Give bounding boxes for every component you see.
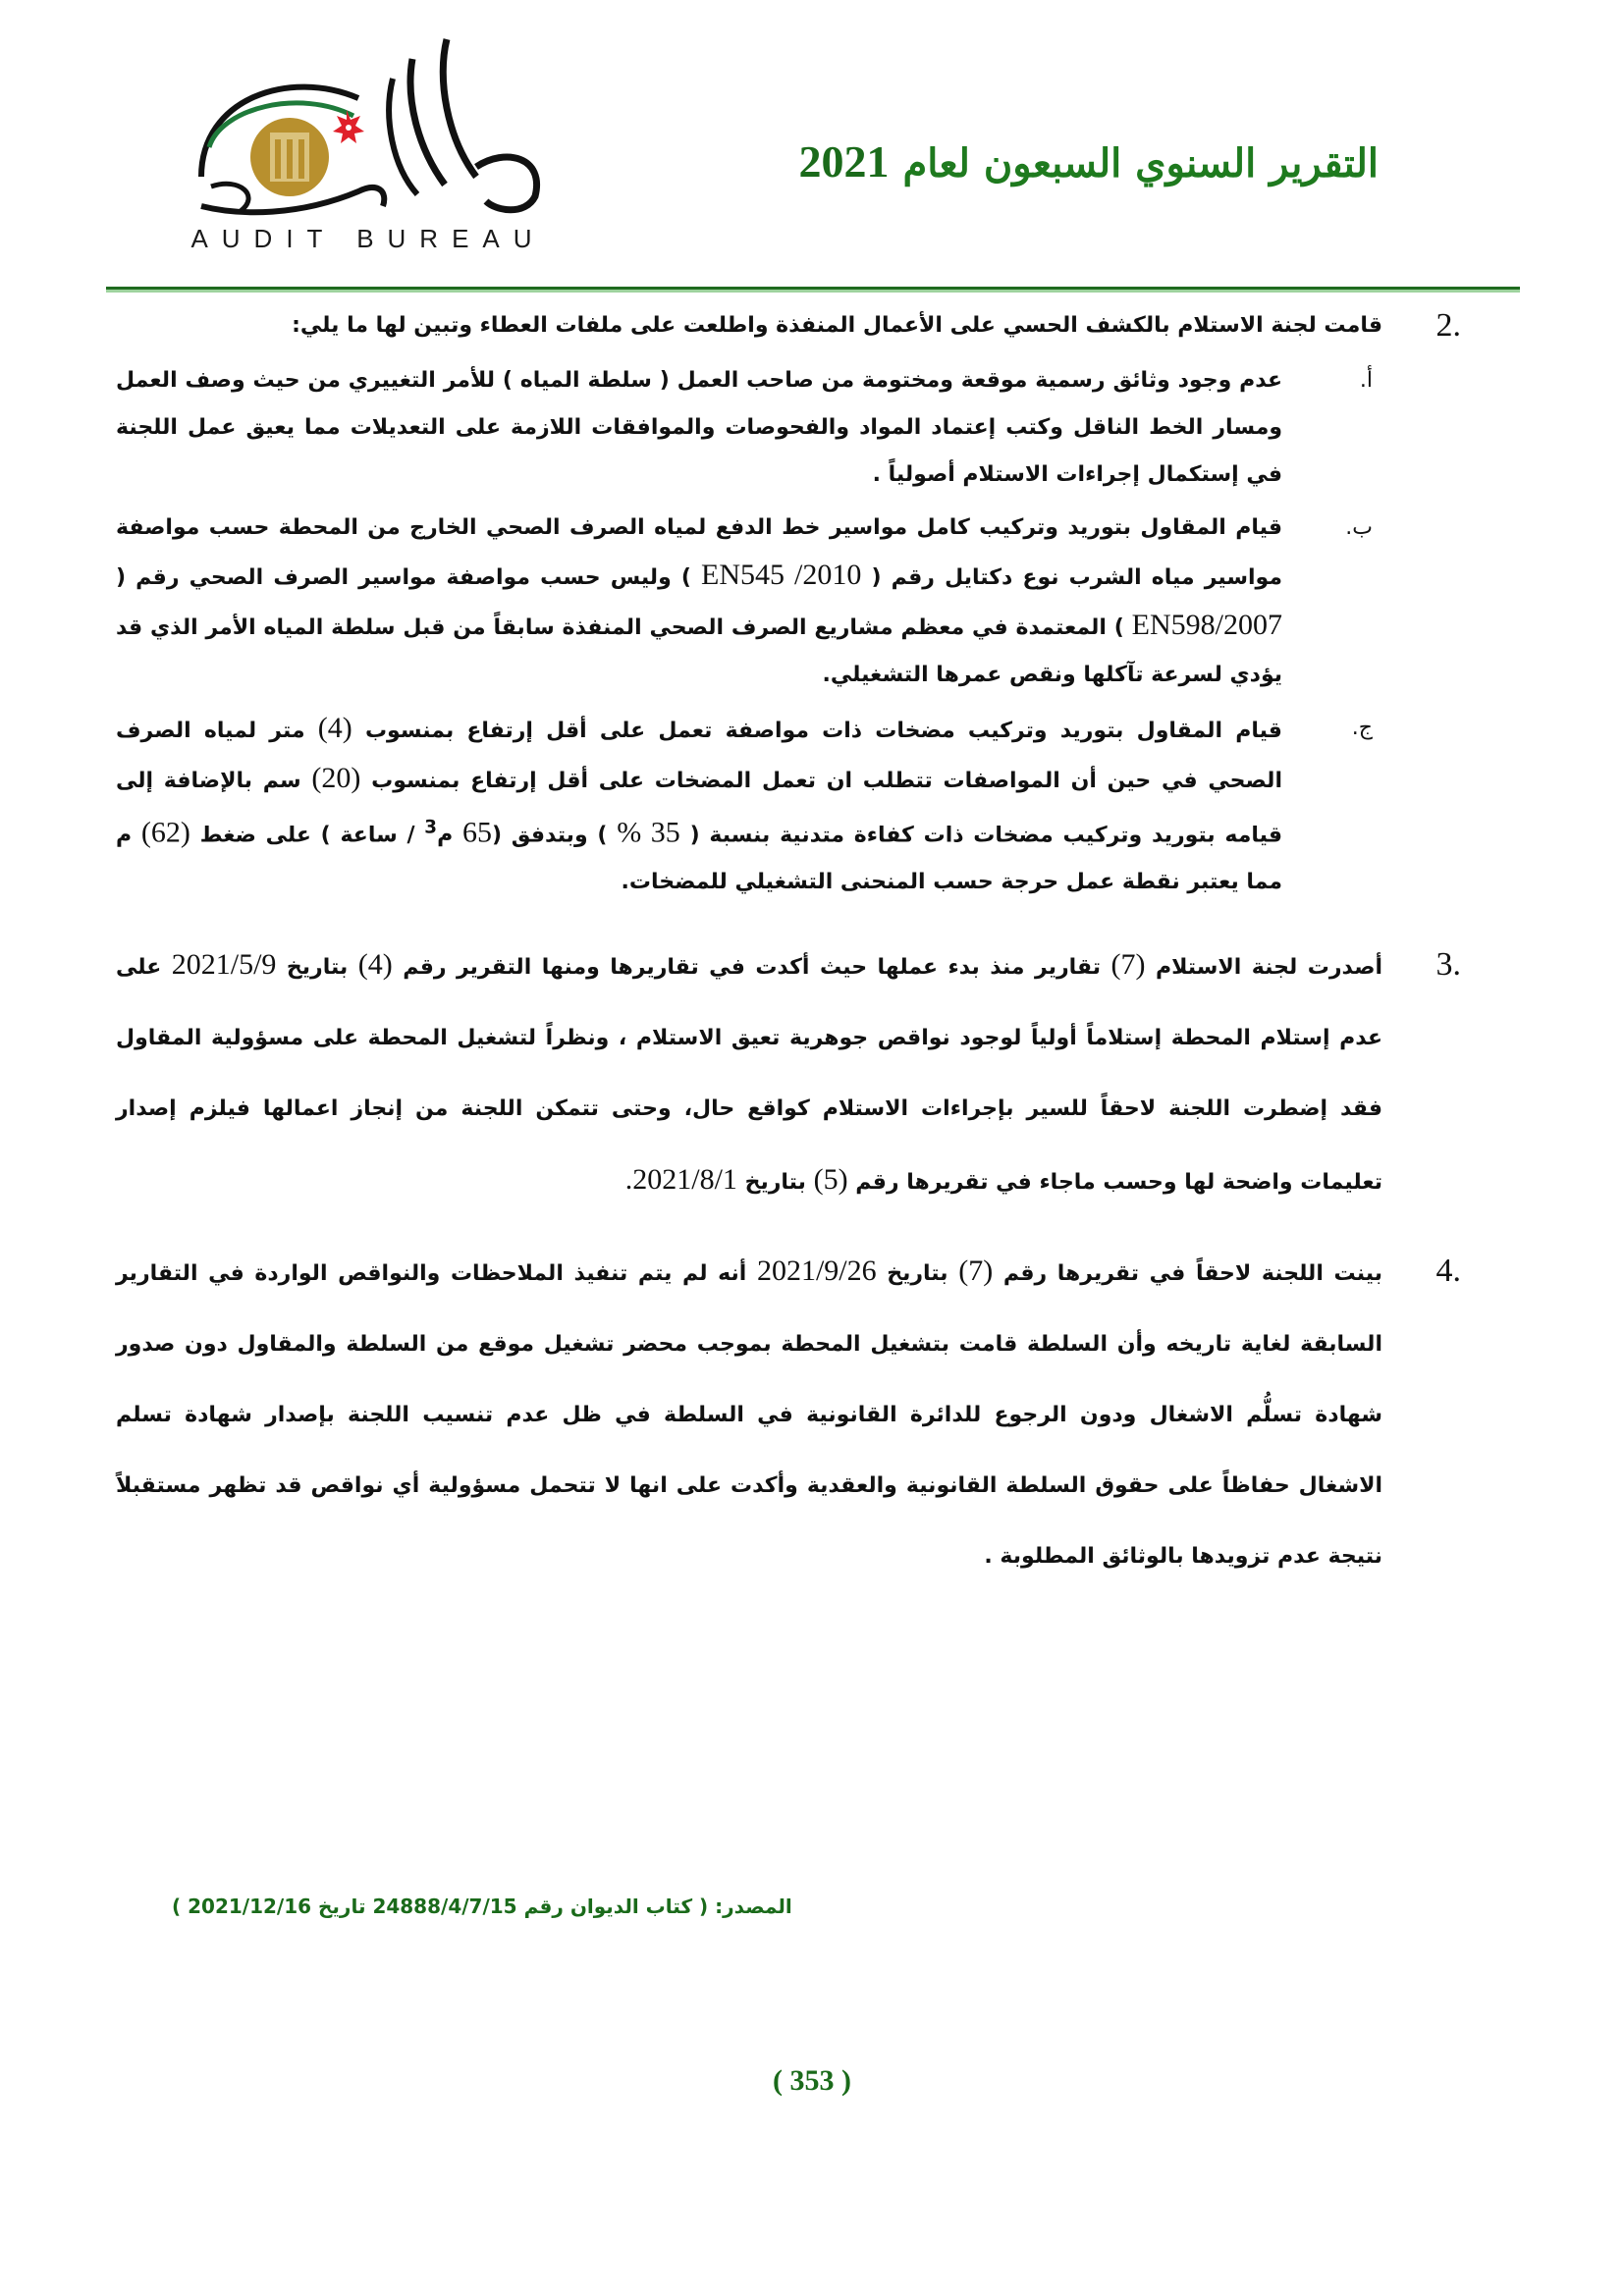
sub-item-letter: أ. [1359, 368, 1373, 393]
item-text: قامت لجنة الاستلام بالكشف الحسي على الأعمال المنفذة واطلعت على ملفات العطاء وتبين لها ما يلي: [292, 313, 1382, 338]
standard-code: EN598/2007 [1131, 609, 1282, 641]
source-text: ( كتاب الديوان رقم 24888/4/7/15 تاريخ 2021/12/16 ) [172, 1895, 709, 1918]
text-segment: على عدم إستلام المحطة إستلاماً أولياً لوجود نواقص جوهرية تعيق الاستلام ، ونظراً لتشغيل المحطة على مسؤولية المقاول فقد إضطرت اللجنة لاحقاً للسير بإجراءات الاستلام كواقع حال، وحتى تتمكن اللجنة من إنجاز اعمالها فيلزم إصدار تعليمات واضحة لها وحسب ماجاء في تقريرها رقم [116, 955, 1382, 1196]
sub-item-a [116, 357, 1461, 499]
source-label: المصدر: [715, 1895, 792, 1918]
text-segment: أنه لم يتم تنفيذ الملاحظات والنواقص الواردة في التقارير السابقة لغاية تاريخه وأن السلطة قامت بتشغيل المحطة بموجب محضر تشغيل موقع من السلطة والمقاول دون صدور شهادة تسلُّم الاشغال ودون الرجوع للدائرة القانونية في السلطة في ظل عدم تنسيب اللجنة بإصدار شهادة تسلم الاشغال حفاظاً على حقوق السلطة القانونية والعقدية وأكدت على انها لا تتحمل مسؤولية أي نواقص قد تظهر مستقبلاً نتيجة عدم تزويدها بالوثائق المطلوبة . [116, 1261, 1382, 1570]
text-segment: تقارير منذ بدء عملها حيث أكدت في تقاريرها ومنها التقرير رقم [403, 955, 1101, 981]
text-segment: سم بالإضافة إلى قيامه بتوريد وتركيب مضخات ذات كفاءة متدنية بنسبة ( [116, 769, 1283, 848]
value: (4) [317, 712, 352, 744]
date: 2021/9/26 [756, 1255, 877, 1288]
date: 2021/5/9 [171, 948, 277, 982]
text-segment: ) المعتمدة في معظم مشاريع الصرف الصحي المنفذة سابقاً من قبل سلطة المياه الأمر الذي قد يؤدي لسرعة تآكلها ونقص عمرها التشغيلي. [116, 615, 1282, 687]
list-item-3 [116, 930, 1461, 1218]
header-rule-light [106, 290, 1520, 293]
value: (7) [958, 1255, 994, 1288]
sub-item-b [116, 505, 1461, 699]
text-segment: / ساعة ) على ضغط [199, 823, 415, 848]
item-number: 4. [1435, 1253, 1461, 1290]
report-title-year: 2021 [798, 136, 890, 187]
text-segment: ) وبتدفق ( [491, 823, 608, 848]
sub-item-letter: ب. [1345, 515, 1373, 540]
sub-item-text [116, 705, 1282, 906]
standard-code: EN545 /2010 [701, 559, 862, 591]
sub-item-text: عدم وجود وثائق رسمية موقعة ومختومة من صاحب العمل ( سلطة المياه ) للأمر التغييري من حيث وصف العمل ومسار الخط الناقل وكتب إعتماد المواد والفحوصات والموافقات اللازمة على التعديلات مما يعيق عمل اللجنة في إستكمال إجراءات الاستلام أصولياً . [116, 368, 1282, 487]
text-segment: أصدرت لجنة الاستلام [1155, 955, 1382, 981]
text-segment: بتاريخ [744, 1170, 806, 1196]
item-text [116, 930, 1382, 1218]
page-header [0, 0, 1624, 294]
value: (5) [813, 1163, 848, 1197]
report-title [799, 135, 1379, 187]
value: 65 [461, 816, 492, 849]
report-title-text: التقرير السنوي السبعون لعام [902, 140, 1379, 187]
page-number: ( 353 ) [773, 2064, 851, 2097]
unit [424, 818, 454, 848]
text-segment: بينت اللجنة لاحقاً في تقريرها رقم [1002, 1261, 1382, 1287]
item-text [116, 1236, 1382, 1592]
text-segment: قيام المقاول بتوريد وتركيب كامل مواسير خط الدفع لمياه الصرف الصحي الخارج من المحطة حسب مواصفة مواسير مياه الشرب نوع دكتايل رقم ( [116, 515, 1282, 590]
value: 35 % [617, 816, 680, 849]
item-number: 3. [1435, 946, 1461, 984]
text-segment: بتاريخ [286, 955, 349, 981]
item-number: 2. [1435, 307, 1461, 344]
value: (20) [311, 762, 361, 794]
text-segment: ) وليس حسب مواصفة مواسير الصرف الصحي رقم ( [116, 565, 691, 590]
unit-superscript: 3 [424, 818, 438, 838]
sub-item-text [116, 505, 1282, 699]
document-body [116, 294, 1461, 1592]
logo-caption: AUDIT BUREAU [190, 224, 546, 253]
source-citation [172, 1895, 792, 1918]
value: (7) [1110, 948, 1146, 982]
list-item-4 [116, 1236, 1461, 1592]
sub-item-letter: ج. [1351, 716, 1373, 740]
value: (62) [140, 816, 190, 849]
text-segment: متر لمياه الصرف الصحي في حين أن المواصفات تتطلب ان تعمل المضخات على أقل إرتفاع بمنسوب [116, 719, 1282, 793]
audit-bureau-logo [182, 29, 555, 260]
logo-emblem-icon [182, 29, 555, 226]
text-segment: م مما يعتبر نقطة عمل حرجة حسب المنحنى التشغيلي للمضخات. [116, 823, 1282, 895]
list-item-2 [116, 302, 1461, 349]
sub-item-c [116, 705, 1461, 906]
value: (4) [357, 948, 393, 982]
text-segment: بتاريخ [887, 1261, 948, 1287]
date: 2021/8/1. [624, 1163, 737, 1197]
text-segment: قيام المقاول بتوريد وتركيب مضخات ذات مواصفة تعمل على أقل إرتفاع بمنسوب [364, 719, 1282, 743]
unit-text: م [437, 823, 454, 848]
